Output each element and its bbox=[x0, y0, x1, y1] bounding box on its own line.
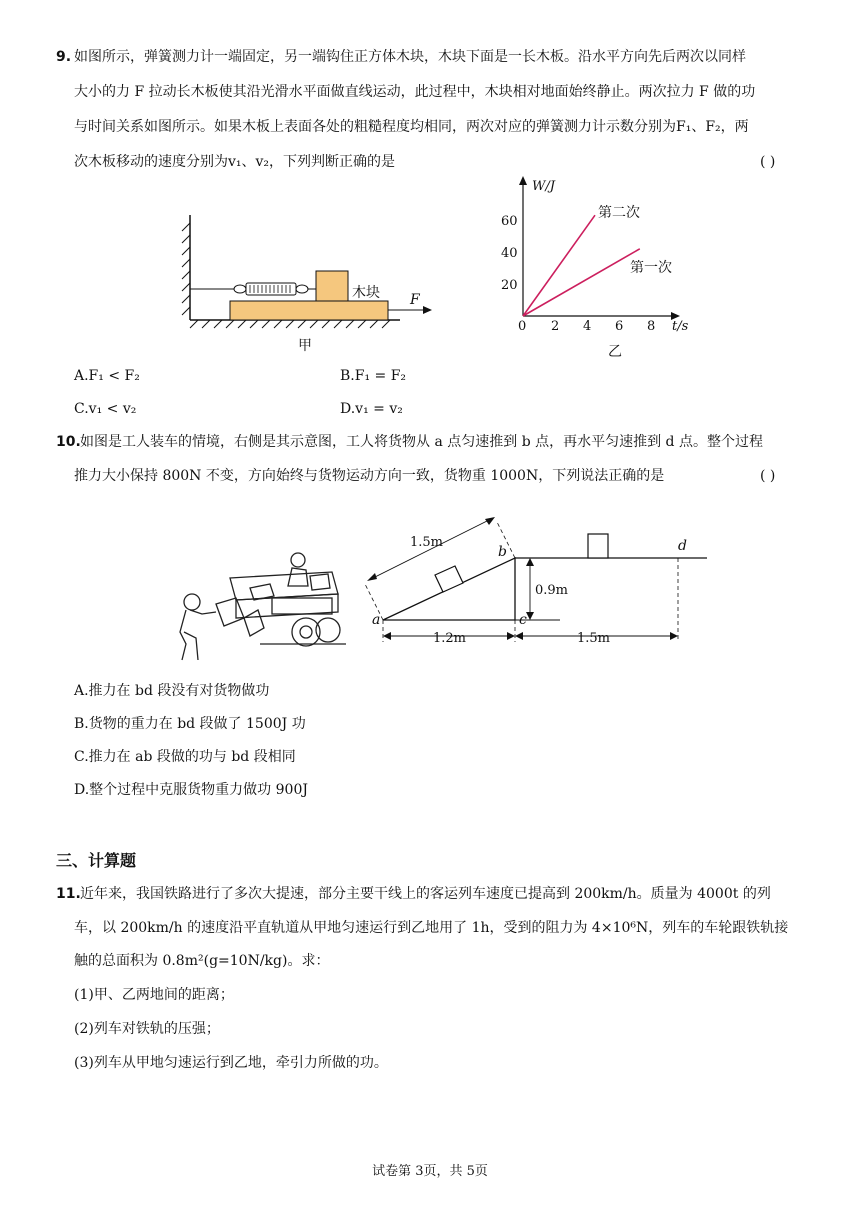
x-tick-label: 4 bbox=[583, 319, 592, 334]
force-label: F bbox=[410, 292, 420, 308]
sub-question: (1)甲、乙两地间的距离； bbox=[74, 987, 234, 1003]
option-d: D.整个过程中克服货物重力做功 900J bbox=[74, 782, 308, 798]
x-tick-label: 8 bbox=[647, 319, 656, 334]
figure-jia bbox=[170, 205, 450, 355]
series-first-label: 第一次 bbox=[630, 260, 672, 276]
figure-caption: 甲 bbox=[298, 338, 312, 354]
option-d: D.v₁ = v₂ bbox=[340, 401, 403, 417]
point-a: a bbox=[372, 612, 381, 628]
point-d: d bbox=[678, 538, 687, 554]
x-tick-label: 2 bbox=[551, 319, 560, 334]
option-b: B.F₁ = F₂ bbox=[340, 368, 407, 384]
question-text-line: 推力大小保持 800N 不变，方向始终与货物运动方向一致，货物重 1000N，下列说法正确的是 bbox=[74, 468, 665, 484]
question-text-line: 近年来，我国铁路进行了多次大提速，部分主要干线上的客运列车速度已提高到 200km/h。质量为 4000t 的列 bbox=[80, 886, 771, 902]
question-text-line: 与时间关系如图所示。如果木板上表面各处的粗糙程度均相同，两次对应的弹簧测力计示数分别为F₁、F₂，两 bbox=[74, 119, 749, 135]
sub-question: (3)列车从甲地匀速运行到乙地，牵引力所做的功。 bbox=[74, 1055, 388, 1071]
question-text-line: 次木板移动的速度分别为v₁、v₂，下列判断正确的是 bbox=[74, 154, 396, 170]
x-axis-label: t/s bbox=[672, 319, 689, 334]
x-tick-label: 6 bbox=[615, 319, 624, 334]
series-first-line bbox=[523, 249, 640, 316]
dimension-cd: 1.5m bbox=[577, 631, 611, 646]
option-c: C.v₁ < v₂ bbox=[74, 401, 137, 417]
ramp-schematic bbox=[355, 500, 725, 650]
question-text-line: 如图所示，弹簧测力计一端固定，另一端钩住正方体木块，木块下面是一长木板。沿水平方向先后两次以同样 bbox=[74, 49, 746, 65]
y-tick-label: 20 bbox=[501, 278, 518, 293]
answer-paren: ( ) bbox=[760, 154, 776, 170]
figure-caption: 乙 bbox=[608, 344, 622, 360]
wood-block bbox=[316, 271, 348, 301]
y-tick-label: 40 bbox=[501, 246, 518, 261]
question-text-line: 车，以 200km/h 的速度沿平直轨道从甲地匀速运行到乙地用了 1h，受到的阻力为 4×10⁶N，列车的车轮跟铁轨接 bbox=[74, 920, 789, 936]
question-text-line: 触的总面积为 0.8m²(g=10N/kg)。求： bbox=[74, 953, 330, 969]
dimension-base: 1.2m bbox=[433, 631, 467, 646]
dimension-height: 0.9m bbox=[535, 583, 569, 598]
worker-loading-illustration bbox=[160, 548, 350, 668]
y-axis-label: W/J bbox=[532, 179, 555, 194]
question-number: 11. bbox=[56, 886, 81, 902]
long-board bbox=[230, 301, 388, 320]
dimension-ab: 1.5m bbox=[410, 535, 444, 550]
option-a: A.F₁ < F₂ bbox=[74, 368, 140, 384]
page-footer: 试卷第 3页，共 5页 bbox=[372, 1164, 488, 1179]
series-second-line bbox=[523, 215, 595, 316]
option-a: A.推力在 bd 段没有对货物做功 bbox=[74, 683, 270, 699]
cargo-box-top bbox=[588, 534, 608, 558]
question-number: 9. bbox=[56, 49, 72, 65]
sub-question: (2)列车对铁轨的压强； bbox=[74, 1021, 220, 1037]
option-c: C.推力在 ab 段做的功与 bd 段相同 bbox=[74, 749, 296, 765]
option-b: B.货物的重力在 bd 段做了 1500J 功 bbox=[74, 716, 306, 732]
point-b: b bbox=[498, 544, 507, 560]
point-c: c bbox=[519, 612, 527, 628]
question-text-line: 大小的力 F 拉动长木板使其沿光滑水平面做直线运动，此过程中，木块相对地面始终静止。两次拉力 F 做的功 bbox=[74, 84, 756, 100]
series-second-label: 第二次 bbox=[598, 205, 640, 221]
answer-paren: ( ) bbox=[760, 468, 776, 484]
spring-scale bbox=[234, 283, 308, 295]
origin-label: 0 bbox=[518, 319, 527, 334]
section-title: 三、计算题 bbox=[56, 851, 137, 870]
block-label: 木块 bbox=[352, 285, 380, 301]
question-text-line: 如图是工人装车的情境，右侧是其示意图，工人将货物从 a 点匀速推到 b 点，再水平匀速推到 d 点。整个过程 bbox=[80, 434, 763, 450]
y-tick-label: 60 bbox=[501, 214, 518, 229]
figure-yi-graph bbox=[490, 172, 720, 362]
question-number: 10. bbox=[56, 434, 81, 450]
